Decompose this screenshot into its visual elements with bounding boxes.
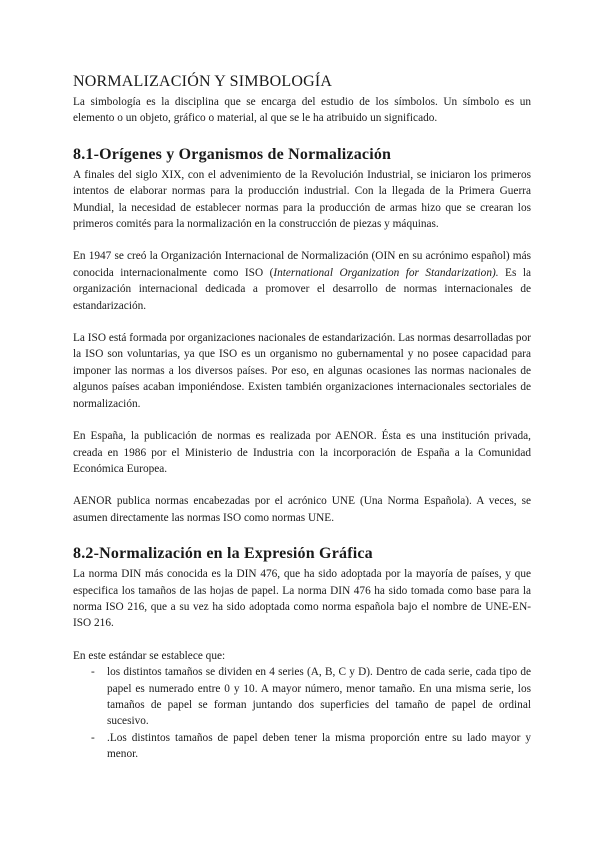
paragraph-une: AENOR publica normas encabezadas por el acrónico UNE (Una Norma Española). A veces, se asumen directamente las normas ISO como normas UNE. <box>73 495 531 524</box>
paragraph-din: La norma DIN más conocida es la DIN 476, que ha sido adoptada por la mayoría de países, y que especifica los tamaños de las hojas de papel. La norma DIN 476 ha sido tomada como base para la norma ISO 216, que a su vez ha sido adoptada como norma española bajo el nombre de UNE-EN-ISO 216. <box>73 568 531 630</box>
iso-text-end: Es la organización internacional dedicada a promover el desarrollo de normas internacionales de estandarización. <box>73 266 531 312</box>
list-item <box>73 730 531 763</box>
section-heading-origins: 8.1-Orígenes y Organismos de Normalización <box>73 145 392 163</box>
iso-english-name: International Organization for Standarization). <box>273 266 499 279</box>
dash-bullet: - <box>91 731 95 744</box>
paragraph-iso-creation <box>73 248 531 314</box>
paragraph-aenor: En España, la publicación de normas es realizada por AENOR. Ésta es una institución privada, creada en 1986 por el Ministerio de Industria con la incorporación de España a la Comunidad Económica Europea. <box>73 430 531 475</box>
paragraph-standard-intro: En este estándar se establece que: <box>73 649 226 662</box>
iso-text-start: En 1947 se creó la Organización Internacional de Normalización (OIN en su acrónimo español) más conocida internacionalmente como ISO ( <box>73 250 531 279</box>
paragraph-history: A finales del siglo XIX, con el advenimiento de la Revolución Industrial, se iniciaron los primeros intentos de elaborar normas para la producción industrial. Con la llegada de la Primera Guerra Mundial, la necesidad de establecer normas para la producción de armas hizo que se crearan los primeros comités para la normalización en la construcción de piezas y máquinas. <box>73 168 531 231</box>
standard-list <box>73 664 531 762</box>
list-item-text: los distintos tamaños se dividen en 4 series (A, B, C y D). Dentro de cada serie, cada tipo de papel es numerado entre 0 y 10. A mayor número, menor tamaño. En una misma serie, los tamaños de papel se forman juntando dos superficies del tamaño de papel de ordinal sucesivo. <box>107 666 531 728</box>
section-heading-graphic: 8.2-Normalización en la Expresión Gráfica <box>73 545 373 563</box>
dash-bullet: - <box>91 666 95 679</box>
intro-paragraph: La simbología es la disciplina que se encarga del estudio de los símbolos. Un símbolo es un elemento o un objeto, gráfico o material, al que se le ha atribuido un significado. <box>73 96 531 125</box>
paragraph-iso-members: La ISO está formada por organizaciones nacionales de estandarización. Las normas desarrolladas por la ISO son voluntarias, ya que ISO es un organismo no gubernamental y no posee capacidad para imponer las normas a los diversos países. Por eso, en algunas ocasiones las normas nacionales de algunos países acaban imponiéndose. Existen también organizaciones internacionales sectoriales de normalización. <box>73 332 531 410</box>
list-item <box>73 664 531 730</box>
list-item-text: .Los distintos tamaños de papel deben tener la misma proporción entre su lado mayor y menor. <box>107 731 531 761</box>
page-title: NORMALIZACIÓN Y SIMBOLOGÍA <box>73 73 333 90</box>
document-content <box>73 72 531 763</box>
